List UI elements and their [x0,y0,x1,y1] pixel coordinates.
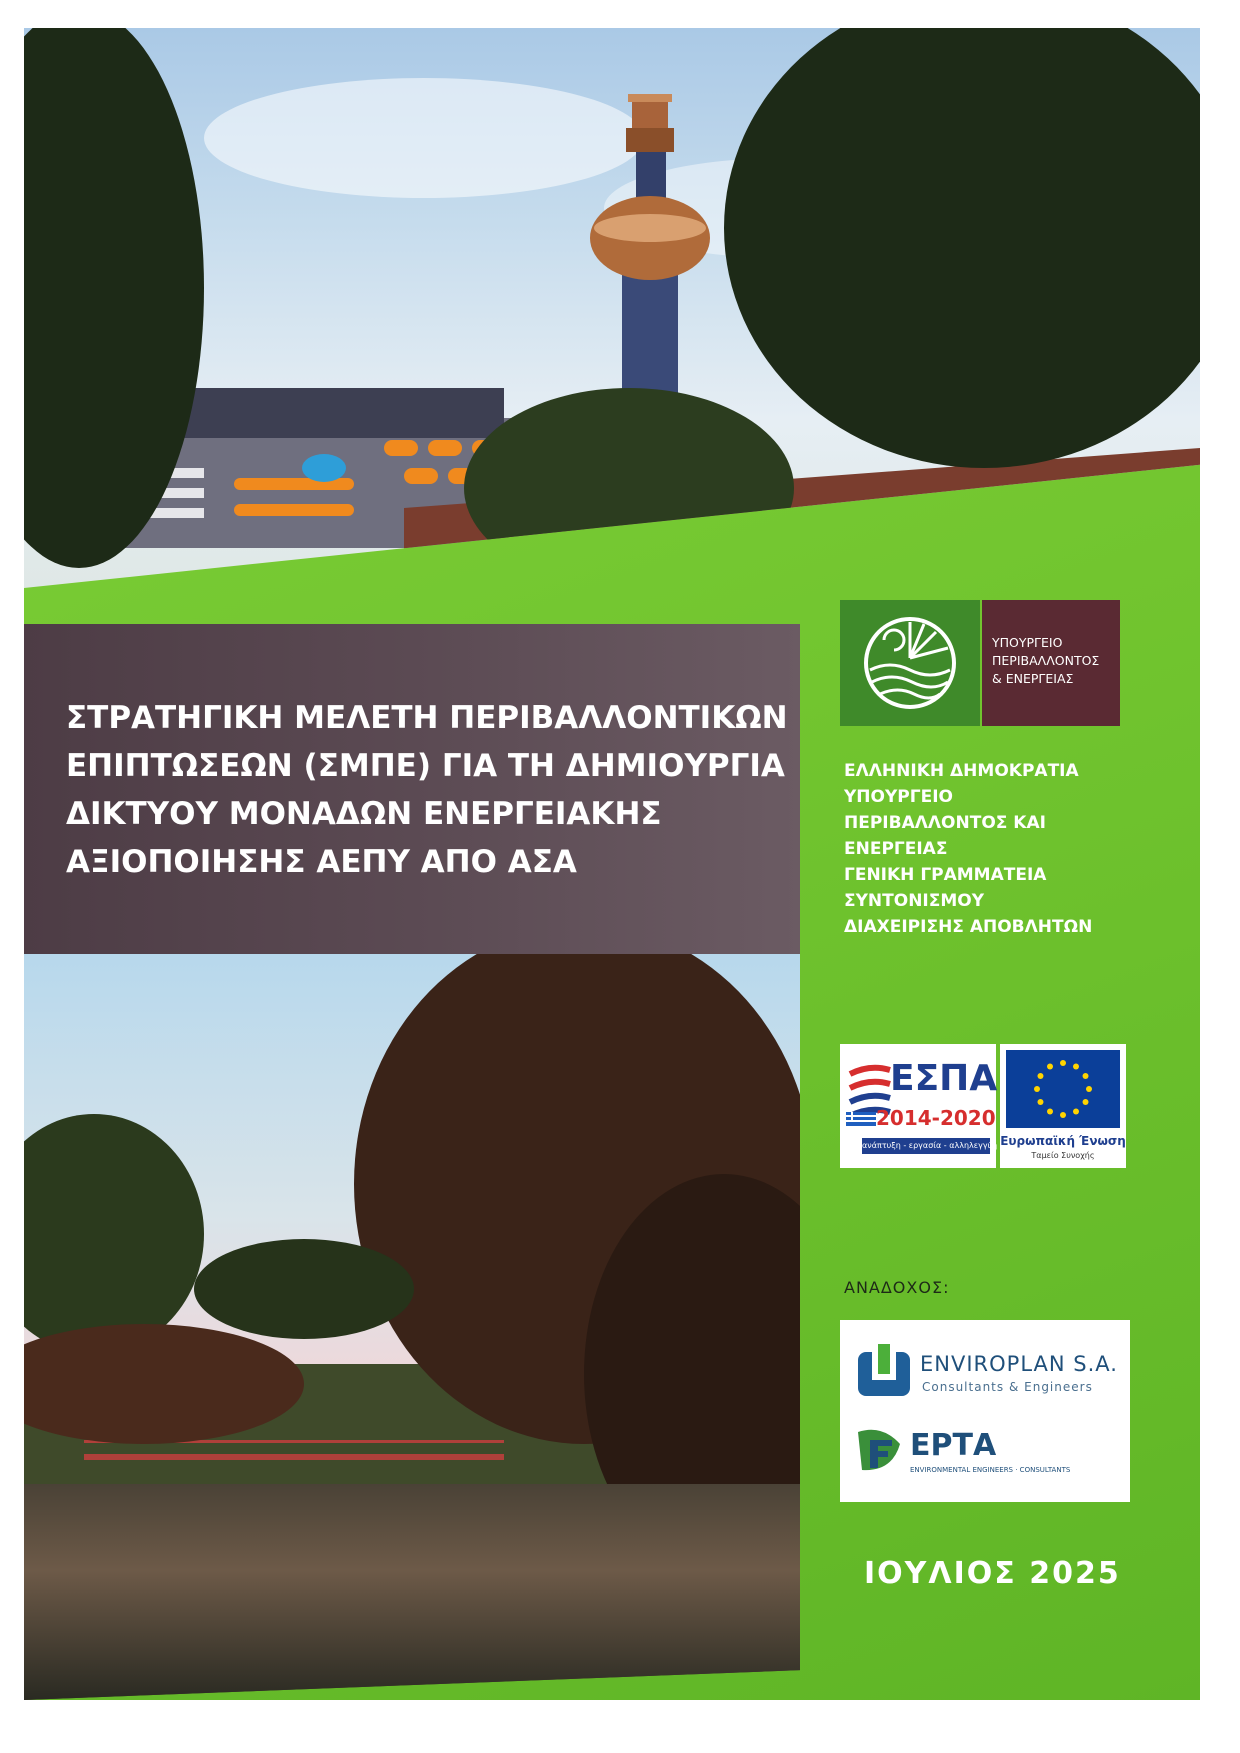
river-water [24,1484,800,1700]
cover-page [24,28,1200,1700]
enviroplan-subtitle: Consultants & Engineers [922,1380,1093,1394]
ministry-name-block [982,600,1120,726]
enviroplan-logo-icon [854,1342,914,1402]
eu-logo [1000,1044,1126,1168]
eu-star [1060,1112,1066,1118]
authority-line: ΓΕΝΙΚΗ ΓΡΑΜΜΑΤΕΙΑ [844,865,1047,885]
eu-fund: Ταμείο Συνοχής [1031,1151,1095,1160]
eu-star [1037,1073,1043,1079]
erta-name: ΕΡΤΑ [910,1428,997,1463]
espa-tagline: ανάπτυξη - εργασία - αλληλεγγύη [862,1138,990,1154]
publication-date: ΙΟΥΛΙΟΣ 2025 [864,1556,1121,1591]
title-line: ΣΤΡΑΤΗΓΙΚΗ ΜΕΛΕΤΗ ΠΕΡΙΒΑΛΛΟΝΤΙΚΩΝ [66,700,788,736]
eu-star [1073,1109,1079,1115]
issuing-authority [844,758,1092,940]
title-band [24,624,800,954]
title-line: ΑΞΙΟΠΟΙΗΣΗΣ ΑΕΠΥ ΑΠΟ ΑΣΑ [66,844,577,880]
tree-mid [464,388,794,588]
eu-star [1047,1109,1053,1115]
ministry-logo-line: & ΕΝΕΡΓΕΙΑΣ [992,671,1074,686]
contractor-logos [840,1320,1130,1502]
top-photo-plant [24,28,1200,588]
eu-name: Ευρωπαϊκή Ένωση [1000,1134,1126,1148]
bottom-photo-river [24,954,800,1700]
authority-line: ΥΠΟΥΡΓΕΙΟ [844,787,953,807]
eu-star [1073,1063,1079,1069]
eu-star [1083,1073,1089,1079]
authority-line: ΣΥΝΤΟΝΙΣΜΟΥ [844,891,985,911]
ministry-emblem [840,600,980,726]
espa-logo [840,1044,996,1168]
authority-line: ΕΝΕΡΓΕΙΑΣ [844,839,948,859]
eu-star [1037,1099,1043,1105]
espa-word: ΕΣΠΑ [890,1058,998,1099]
eu-star [1034,1086,1040,1092]
authority-line: ΠΕΡΙΒΑΛΛΟΝΤΟΣ ΚΑΙ [844,813,1046,833]
ministry-logo [840,600,1120,726]
erta-subtitle: ENVIRONMENTAL ENGINEERS · CONSULTANTS [910,1466,1071,1474]
eu-star [1047,1063,1053,1069]
title-line: ΔΙΚΤΥΟΥ ΜΟΝΑΔΩΝ ΕΝΕΡΓΕΙΑΚΗΣ [66,796,662,832]
eu-star [1086,1086,1092,1092]
title-line: ΕΠΙΠΤΩΣΕΩΝ (ΣΜΠΕ) ΓΙΑ ΤΗ ΔΗΜΙΟΥΡΓΙΑ [66,748,785,784]
document-title [66,694,786,886]
ministry-logo-line: ΥΠΟΥΡΓΕΙΟ [992,635,1063,650]
enviroplan-name: ENVIROPLAN S.A. [920,1352,1118,1376]
greek-flag-icon [846,1112,876,1126]
authority-line: ΔΙΑΧΕΙΡΙΣΗΣ ΑΠΟΒΛΗΤΩΝ [844,917,1093,937]
eu-flag-icon [1006,1050,1120,1128]
erta-logo-icon [852,1424,906,1478]
authority-line: ΕΛΛΗΝΙΚΗ ΔΗΜΟΚΡΑΤΙΑ [844,761,1079,781]
eu-star [1083,1099,1089,1105]
eu-star [1060,1060,1066,1066]
ministry-logo-line: ΠΕΡΙΒΑΛΛΟΝΤΟΣ [992,653,1100,668]
espa-years: 2014-2020 [876,1106,996,1130]
contractor-label: ΑΝΑΔΟΧΟΣ: [844,1278,950,1297]
sun-wave-icon [840,600,980,726]
